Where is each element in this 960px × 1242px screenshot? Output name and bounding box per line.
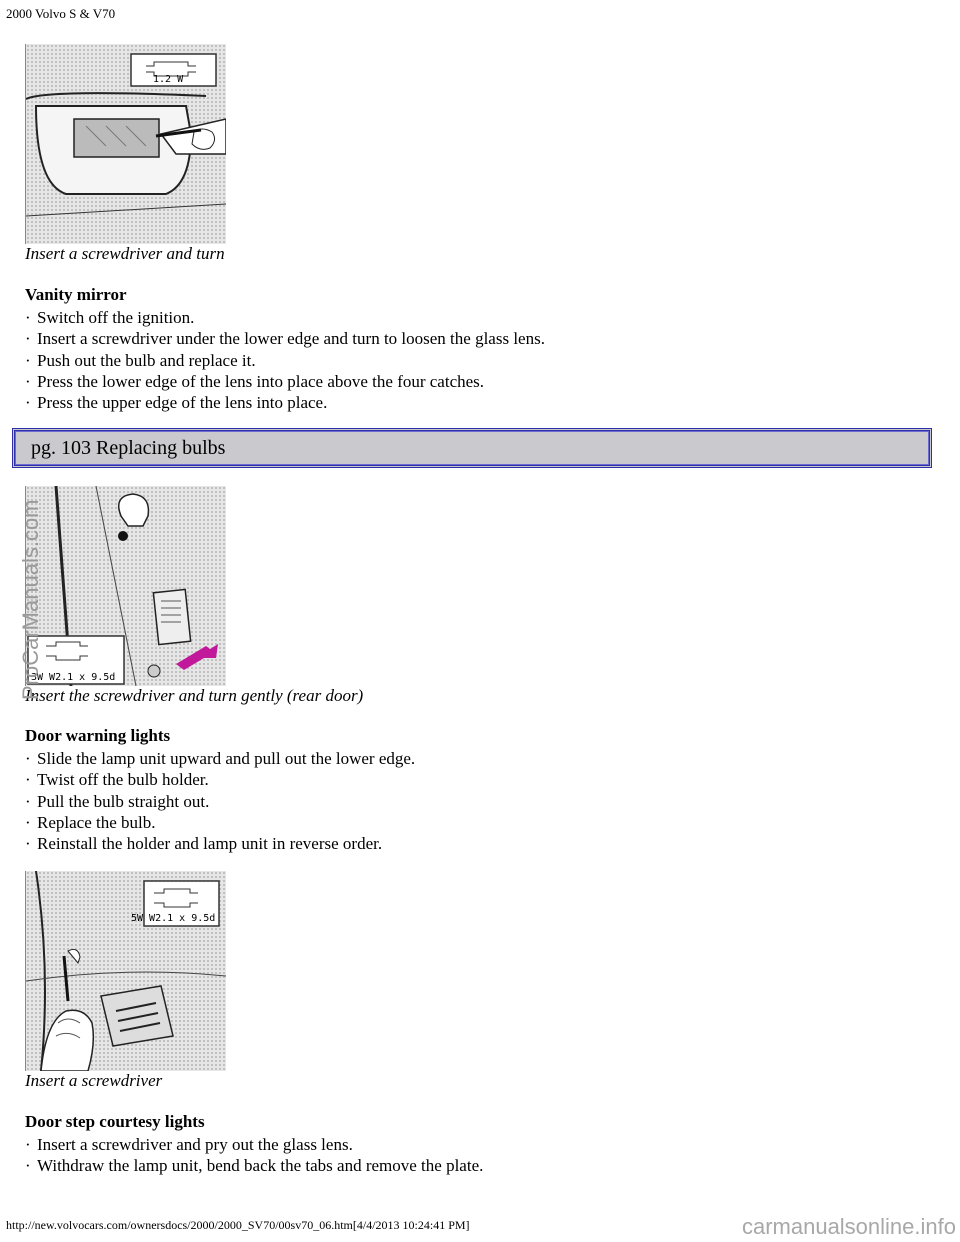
side-watermark: ProCarManuals.com — [18, 499, 43, 700]
banner-title: pg. 103 Replacing bulbs — [31, 437, 226, 459]
section-title-door-step-courtesy-lights: Door step courtesy lights — [25, 1112, 205, 1131]
steps-list — [25, 307, 545, 413]
list-item: · Pull the bulb straight out. — [25, 791, 210, 811]
document-title: 2000 Volvo S & V70 — [6, 6, 116, 21]
list-item: · Twist off the bulb holder. — [25, 770, 209, 790]
figure-caption: Insert a screwdriver — [25, 1071, 163, 1090]
list-item: · Replace the bulb. — [25, 812, 156, 832]
steps-list — [25, 1134, 483, 1177]
section-title-vanity-mirror: Vanity mirror — [25, 285, 127, 304]
list-item: · Press the lower edge of the lens into place above the four catches. — [25, 371, 485, 391]
bulb-spec-label: 1.2 W — [153, 74, 184, 85]
list-item: · Switch off the ignition. — [25, 308, 195, 327]
corner-watermark: carmanualsonline.info — [741, 1214, 956, 1239]
list-item: · Insert a screwdriver under the lower edge and turn to loosen the glass lens. — [25, 329, 545, 349]
list-item: · Withdraw the lamp unit, bend back the tabs and remove the plate. — [25, 1156, 484, 1176]
bulb-spec-label: 5W W2.1 x 9.5d — [131, 913, 216, 924]
list-item: · Insert a screwdriver and pry out the glass lens. — [25, 1135, 353, 1154]
bulb-spec-label: 3W W2.1 x 9.5d — [31, 672, 116, 683]
vanity-mirror-illustration — [25, 44, 226, 244]
list-item: · Slide the lamp unit upward and pull out the lower edge. — [25, 749, 416, 768]
page-section-banner — [12, 428, 932, 468]
list-item: · Push out the bulb and replace it. — [25, 350, 256, 370]
source-url: http://new.volvocars.com/ownersdocs/2000/2000_SV70/00sv70_06.htm[4/4/2013 10:24:41 PM] — [6, 1218, 470, 1232]
door-warning-light-illustration — [25, 486, 226, 686]
list-item: · Reinstall the holder and lamp unit in reverse order. — [25, 834, 383, 854]
door-step-light-illustration — [25, 871, 226, 1071]
section-title-door-warning-lights: Door warning lights — [25, 726, 171, 745]
figure-caption: Insert the screwdriver and turn gently (rear door) — [25, 686, 364, 705]
figure-caption: Insert a screwdriver and turn — [25, 244, 225, 263]
steps-list — [25, 748, 415, 854]
list-item: · Press the upper edge of the lens into place. — [25, 393, 328, 413]
